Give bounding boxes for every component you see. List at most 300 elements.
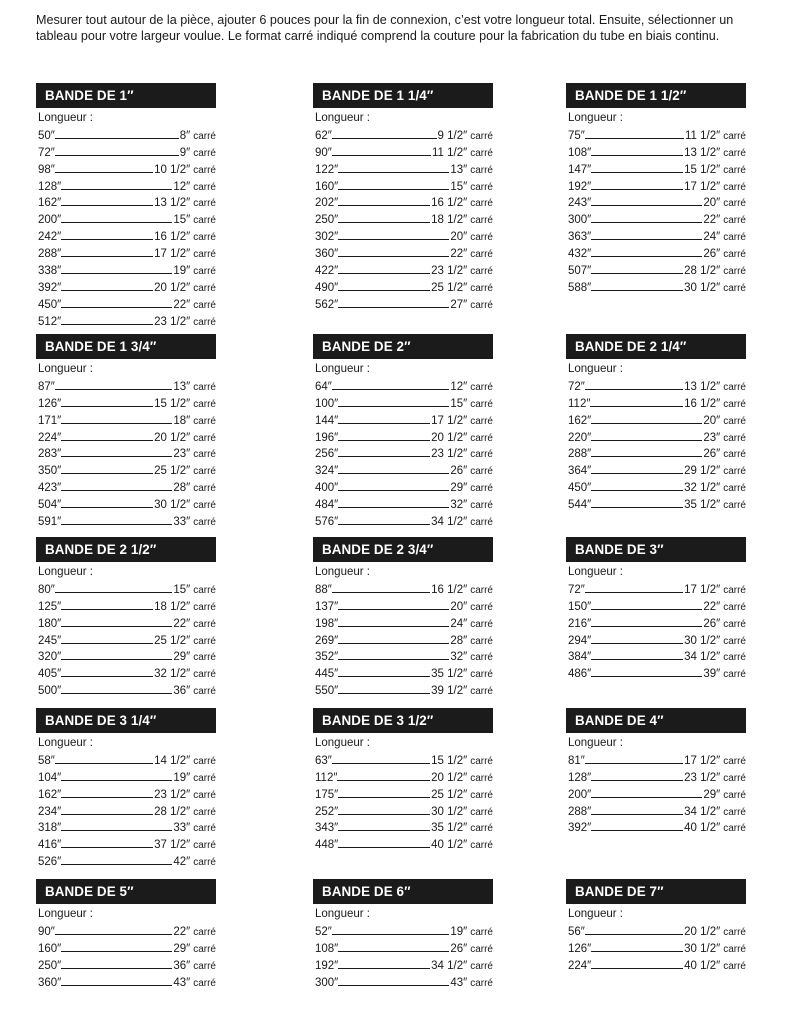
leader-line <box>591 643 683 644</box>
table-row <box>313 142 493 159</box>
unit-label: carré <box>470 282 493 294</box>
table-row <box>313 125 493 142</box>
length-label: Longueur : <box>568 363 623 375</box>
unit-label: carré <box>470 249 493 261</box>
square-size-value: 20″ <box>450 231 468 244</box>
length-value: 562″ <box>315 298 339 311</box>
table-row <box>313 955 493 972</box>
square-size-value: 18″ <box>173 414 191 427</box>
square-size-value: 34 1/2″ <box>431 959 468 972</box>
square-size-value: 20″ <box>703 197 721 210</box>
square-size-value: 22″ <box>173 298 191 311</box>
square-size-value: 22″ <box>173 617 191 630</box>
length-value: 162″ <box>568 414 592 427</box>
length-value: 591″ <box>38 516 62 529</box>
square-size-value: 35 1/2″ <box>431 668 468 681</box>
square-size-value: 19″ <box>173 771 191 784</box>
length-value: 192″ <box>315 959 339 972</box>
unit-label: carré <box>470 755 493 767</box>
length-value: 352″ <box>315 651 339 664</box>
unit-label: carré <box>470 432 493 444</box>
leader-line <box>61 524 172 525</box>
unit-label: carré <box>723 652 746 664</box>
length-value: 104″ <box>38 771 62 784</box>
length-value: 125″ <box>38 600 62 613</box>
square-size-value: 39″ <box>703 668 721 681</box>
unit-label: carré <box>193 266 216 278</box>
strip-table-title: BANDE DE 2 3/4″ <box>313 537 493 562</box>
unit-label: carré <box>193 943 216 955</box>
length-value: 550″ <box>315 685 339 698</box>
table-row <box>313 376 493 393</box>
leader-line <box>585 592 683 593</box>
square-size-value: 34 1/2″ <box>684 805 721 818</box>
square-size-value: 13″ <box>450 163 468 176</box>
leader-line <box>61 830 172 831</box>
square-size-value: 20 1/2″ <box>431 771 468 784</box>
unit-label: carré <box>723 584 746 596</box>
leader-line <box>591 256 702 257</box>
leader-line <box>591 273 683 274</box>
table-row <box>566 125 746 142</box>
square-size-value: 29″ <box>173 942 191 955</box>
unit-label: carré <box>193 299 216 311</box>
unit-label: carré <box>193 449 216 461</box>
leader-line <box>61 968 172 969</box>
square-size-value: 17 1/2″ <box>684 583 721 596</box>
square-size-value: 13 1/2″ <box>684 146 721 159</box>
leader-line <box>590 406 683 407</box>
square-size-value: 37 1/2″ <box>154 839 191 852</box>
table-row <box>36 209 216 226</box>
square-size-value: 23 1/2″ <box>684 771 721 784</box>
table-row <box>36 427 216 444</box>
length-value: 160″ <box>38 942 62 955</box>
unit-label: carré <box>470 215 493 227</box>
square-size-value: 23 1/2″ <box>154 788 191 801</box>
square-size-value: 35 1/2″ <box>431 822 468 835</box>
table-row <box>566 477 746 494</box>
strip-table-title: BANDE DE 2 1/2″ <box>36 537 216 562</box>
leader-line <box>591 507 683 508</box>
square-size-value: 28 1/2″ <box>684 265 721 278</box>
table-row <box>313 613 493 630</box>
square-size-value: 18 1/2″ <box>154 600 191 613</box>
square-size-value: 42″ <box>173 856 191 869</box>
leader-line <box>61 239 153 240</box>
length-value: 243″ <box>568 197 592 210</box>
unit-label: carré <box>723 669 746 681</box>
strip-table <box>566 537 746 680</box>
table-row <box>566 767 746 784</box>
unit-label: carré <box>470 840 493 852</box>
square-size-value: 16 1/2″ <box>154 231 191 244</box>
leader-line <box>591 205 702 206</box>
table-row <box>566 818 746 835</box>
unit-label: carré <box>193 755 216 767</box>
leader-line <box>55 934 172 935</box>
unit-label: carré <box>470 601 493 613</box>
length-value: 56″ <box>568 925 585 938</box>
table-row <box>36 647 216 664</box>
length-value: 242″ <box>38 231 62 244</box>
unit-label: carré <box>470 415 493 427</box>
strip-table <box>313 879 493 989</box>
unit-label: carré <box>723 181 746 193</box>
leader-line <box>591 780 683 781</box>
square-size-value: 14 1/2″ <box>154 754 191 767</box>
square-size-value: 15″ <box>173 583 191 596</box>
square-size-value: 30 1/2″ <box>431 805 468 818</box>
length-value: 144″ <box>315 414 339 427</box>
unit-label: carré <box>193 840 216 852</box>
length-value: 87″ <box>38 380 55 393</box>
leader-line <box>61 676 153 677</box>
leader-line <box>61 985 172 986</box>
table-row <box>313 938 493 955</box>
length-value: 245″ <box>38 634 62 647</box>
length-value: 137″ <box>315 600 339 613</box>
leader-line <box>338 693 430 694</box>
length-value: 75″ <box>568 129 585 142</box>
leader-line <box>61 406 153 407</box>
unit-label: carré <box>470 164 493 176</box>
unit-label: carré <box>470 466 493 478</box>
table-row <box>313 750 493 767</box>
leader-line <box>585 389 683 390</box>
table-row <box>36 921 216 938</box>
unit-label: carré <box>470 483 493 495</box>
square-size-value: 32″ <box>450 651 468 664</box>
unit-label: carré <box>193 823 216 835</box>
square-size-value: 32″ <box>450 499 468 512</box>
leader-line <box>338 659 449 660</box>
leader-line <box>61 490 172 491</box>
table-row <box>313 193 493 210</box>
table-row <box>36 376 216 393</box>
unit-label: carré <box>193 232 216 244</box>
intro-paragraph: Mesurer tout autour de la pièce, ajouter 6 pouces pour la fin de connexion, c’est votre longueur total. Ensuite, sélectionner un tableau pour votre largeur voulue. Le format carré indiqué comprend la couture pour la fabrication du tube en biais continu. <box>36 13 734 43</box>
table-row <box>566 444 746 461</box>
leader-line <box>61 693 172 694</box>
unit-label: carré <box>470 449 493 461</box>
square-size-value: 25 1/2″ <box>154 465 191 478</box>
unit-label: carré <box>193 249 216 261</box>
strip-table-title: BANDE DE 1 3/4″ <box>36 334 216 359</box>
strip-table-title: BANDE DE 1″ <box>36 83 216 108</box>
length-value: 320″ <box>38 651 62 664</box>
square-size-value: 34 1/2″ <box>684 651 721 664</box>
table-row <box>313 159 493 176</box>
length-value: 162″ <box>38 788 62 801</box>
length-value: 196″ <box>315 431 339 444</box>
table-row <box>36 834 216 851</box>
leader-line <box>591 172 683 173</box>
strip-table-title: BANDE DE 2 1/4″ <box>566 334 746 359</box>
square-size-value: 29″ <box>450 482 468 495</box>
length-value: 283″ <box>38 448 62 461</box>
square-size-value: 32 1/2″ <box>684 482 721 495</box>
table-row <box>36 613 216 630</box>
unit-label: carré <box>193 926 216 938</box>
strip-table-title: BANDE DE 7″ <box>566 879 746 904</box>
strip-table <box>36 537 216 697</box>
unit-label: carré <box>470 266 493 278</box>
leader-line <box>338 985 449 986</box>
table-row <box>36 444 216 461</box>
length-value: 302″ <box>315 231 339 244</box>
table-row <box>36 243 216 260</box>
length-value: 269″ <box>315 634 339 647</box>
leader-line <box>61 951 172 952</box>
leader-line <box>591 830 683 831</box>
square-size-value: 29 1/2″ <box>684 465 721 478</box>
unit-label: carré <box>723 635 746 647</box>
leader-line <box>338 643 449 644</box>
leader-line <box>591 951 683 952</box>
table-row <box>36 410 216 427</box>
unit-label: carré <box>470 960 493 972</box>
square-size-value: 20 1/2″ <box>684 925 721 938</box>
strip-table <box>313 83 493 311</box>
leader-line <box>338 256 449 257</box>
square-size-value: 11 1/2″ <box>685 129 721 142</box>
length-value: 171″ <box>38 414 62 427</box>
square-size-value: 12″ <box>450 380 468 393</box>
length-label: Longueur : <box>315 112 370 124</box>
square-size-value: 18 1/2″ <box>431 214 468 227</box>
square-size-value: 20 1/2″ <box>154 281 191 294</box>
length-label: Longueur : <box>38 112 93 124</box>
unit-label: carré <box>470 130 493 142</box>
square-size-value: 40 1/2″ <box>431 839 468 852</box>
leader-line <box>338 307 449 308</box>
length-value: 288″ <box>568 805 592 818</box>
unit-label: carré <box>723 789 746 801</box>
unit-label: carré <box>723 926 746 938</box>
length-value: 100″ <box>315 397 339 410</box>
table-row <box>313 260 493 277</box>
strip-table <box>313 334 493 528</box>
unit-label: carré <box>470 299 493 311</box>
unit-label: carré <box>193 806 216 818</box>
leader-line <box>338 830 430 831</box>
square-size-value: 9 1/2″ <box>437 129 468 142</box>
length-value: 150″ <box>568 600 592 613</box>
unit-label: carré <box>470 977 493 989</box>
leader-line <box>585 934 683 935</box>
square-size-value: 23″ <box>173 448 191 461</box>
leader-line <box>55 389 172 390</box>
leader-line <box>591 239 702 240</box>
leader-line <box>338 189 449 190</box>
length-value: 392″ <box>38 281 62 294</box>
square-size-value: 20″ <box>450 600 468 613</box>
table-row <box>313 511 493 528</box>
table-row <box>313 972 493 989</box>
leader-line <box>61 423 172 424</box>
table-row <box>36 277 216 294</box>
length-label: Longueur : <box>568 908 623 920</box>
square-size-value: 11 1/2″ <box>432 146 468 159</box>
table-row <box>36 680 216 697</box>
leader-line <box>338 172 449 173</box>
unit-label: carré <box>470 232 493 244</box>
leader-line <box>338 205 430 206</box>
length-value: 180″ <box>38 617 62 630</box>
length-value: 288″ <box>568 448 592 461</box>
table-row <box>566 209 746 226</box>
square-size-value: 22″ <box>703 214 721 227</box>
leader-line <box>332 592 430 593</box>
table-row <box>36 393 216 410</box>
unit-label: carré <box>193 584 216 596</box>
square-size-value: 32 1/2″ <box>154 668 191 681</box>
table-row <box>36 511 216 528</box>
length-value: 512″ <box>38 315 62 328</box>
square-size-value: 23 1/2″ <box>154 315 191 328</box>
table-row <box>36 494 216 511</box>
length-value: 526″ <box>38 856 62 869</box>
table-row <box>36 851 216 868</box>
leader-line <box>591 155 683 156</box>
square-size-value: 27″ <box>450 298 468 311</box>
length-value: 504″ <box>38 499 62 512</box>
square-size-value: 26″ <box>703 448 721 461</box>
strip-table-title: BANDE DE 5″ <box>36 879 216 904</box>
square-size-value: 22″ <box>703 600 721 613</box>
length-value: 72″ <box>38 146 55 159</box>
square-size-value: 15 1/2″ <box>431 754 468 767</box>
leader-line <box>61 256 153 257</box>
length-value: 64″ <box>315 380 332 393</box>
leader-line <box>585 763 683 764</box>
unit-label: carré <box>470 943 493 955</box>
leader-line <box>55 172 153 173</box>
table-row <box>313 596 493 613</box>
square-size-value: 39 1/2″ <box>431 685 468 698</box>
unit-label: carré <box>723 130 746 142</box>
length-value: 90″ <box>315 146 332 159</box>
length-value: 392″ <box>568 822 592 835</box>
square-size-value: 19″ <box>173 265 191 278</box>
length-value: 450″ <box>568 482 592 495</box>
length-value: 250″ <box>315 214 339 227</box>
unit-label: carré <box>193 466 216 478</box>
length-value: 98″ <box>38 163 55 176</box>
length-value: 252″ <box>315 805 339 818</box>
length-label: Longueur : <box>568 737 623 749</box>
leader-line <box>338 524 430 525</box>
leader-line <box>61 626 172 627</box>
table-row <box>566 955 746 972</box>
square-size-value: 16 1/2″ <box>431 197 468 210</box>
leader-line <box>61 814 153 815</box>
table-row <box>313 209 493 226</box>
square-size-value: 26″ <box>703 248 721 261</box>
length-value: 448″ <box>315 839 339 852</box>
strip-table-title: BANDE DE 6″ <box>313 879 493 904</box>
length-value: 126″ <box>568 942 592 955</box>
length-value: 52″ <box>315 925 332 938</box>
unit-label: carré <box>470 635 493 647</box>
unit-label: carré <box>470 669 493 681</box>
unit-label: carré <box>723 381 746 393</box>
table-row <box>566 579 746 596</box>
table-row <box>36 596 216 613</box>
leader-line <box>591 290 683 291</box>
unit-label: carré <box>723 147 746 159</box>
strip-table-title: BANDE DE 3 1/2″ <box>313 708 493 733</box>
length-value: 416″ <box>38 839 62 852</box>
length-label: Longueur : <box>38 908 93 920</box>
leader-line <box>591 473 683 474</box>
square-size-value: 13 1/2″ <box>154 197 191 210</box>
strip-table <box>313 708 493 851</box>
unit-label: carré <box>193 215 216 227</box>
leader-line <box>591 814 683 815</box>
unit-label: carré <box>723 618 746 630</box>
length-value: 108″ <box>568 146 592 159</box>
leader-line <box>338 239 449 240</box>
leader-line <box>55 155 179 156</box>
table-row <box>313 784 493 801</box>
unit-label: carré <box>723 232 746 244</box>
strip-table <box>36 708 216 868</box>
length-value: 50″ <box>38 129 55 142</box>
table-row <box>313 921 493 938</box>
table-row <box>36 477 216 494</box>
length-value: 234″ <box>38 805 62 818</box>
table-row <box>36 193 216 210</box>
table-row <box>36 663 216 680</box>
unit-label: carré <box>193 772 216 784</box>
leader-line <box>55 138 179 139</box>
strip-table-title: BANDE DE 1 1/4″ <box>313 83 493 108</box>
unit-label: carré <box>193 601 216 613</box>
table-row <box>36 750 216 767</box>
length-value: 338″ <box>38 265 62 278</box>
table-row <box>36 972 216 989</box>
leader-line <box>338 626 449 627</box>
leader-line <box>338 797 430 798</box>
unit-label: carré <box>723 755 746 767</box>
square-size-value: 25 1/2″ <box>431 788 468 801</box>
square-size-value: 36″ <box>173 685 191 698</box>
leader-line <box>61 222 172 223</box>
length-label: Longueur : <box>38 566 93 578</box>
square-size-value: 28″ <box>450 634 468 647</box>
table-row <box>566 921 746 938</box>
square-size-value: 29″ <box>173 651 191 664</box>
leader-line <box>338 440 430 441</box>
unit-label: carré <box>723 449 746 461</box>
strip-table-title: BANDE DE 4″ <box>566 708 746 733</box>
square-size-value: 12″ <box>173 180 191 193</box>
square-size-value: 17 1/2″ <box>154 248 191 261</box>
table-row <box>36 938 216 955</box>
table-row <box>566 142 746 159</box>
length-value: 423″ <box>38 482 62 495</box>
leader-line <box>61 456 172 457</box>
leader-line <box>332 138 437 139</box>
square-size-value: 26″ <box>450 465 468 478</box>
unit-label: carré <box>193 789 216 801</box>
length-value: 360″ <box>315 248 339 261</box>
unit-label: carré <box>470 584 493 596</box>
leader-line <box>591 456 702 457</box>
length-label: Longueur : <box>315 363 370 375</box>
